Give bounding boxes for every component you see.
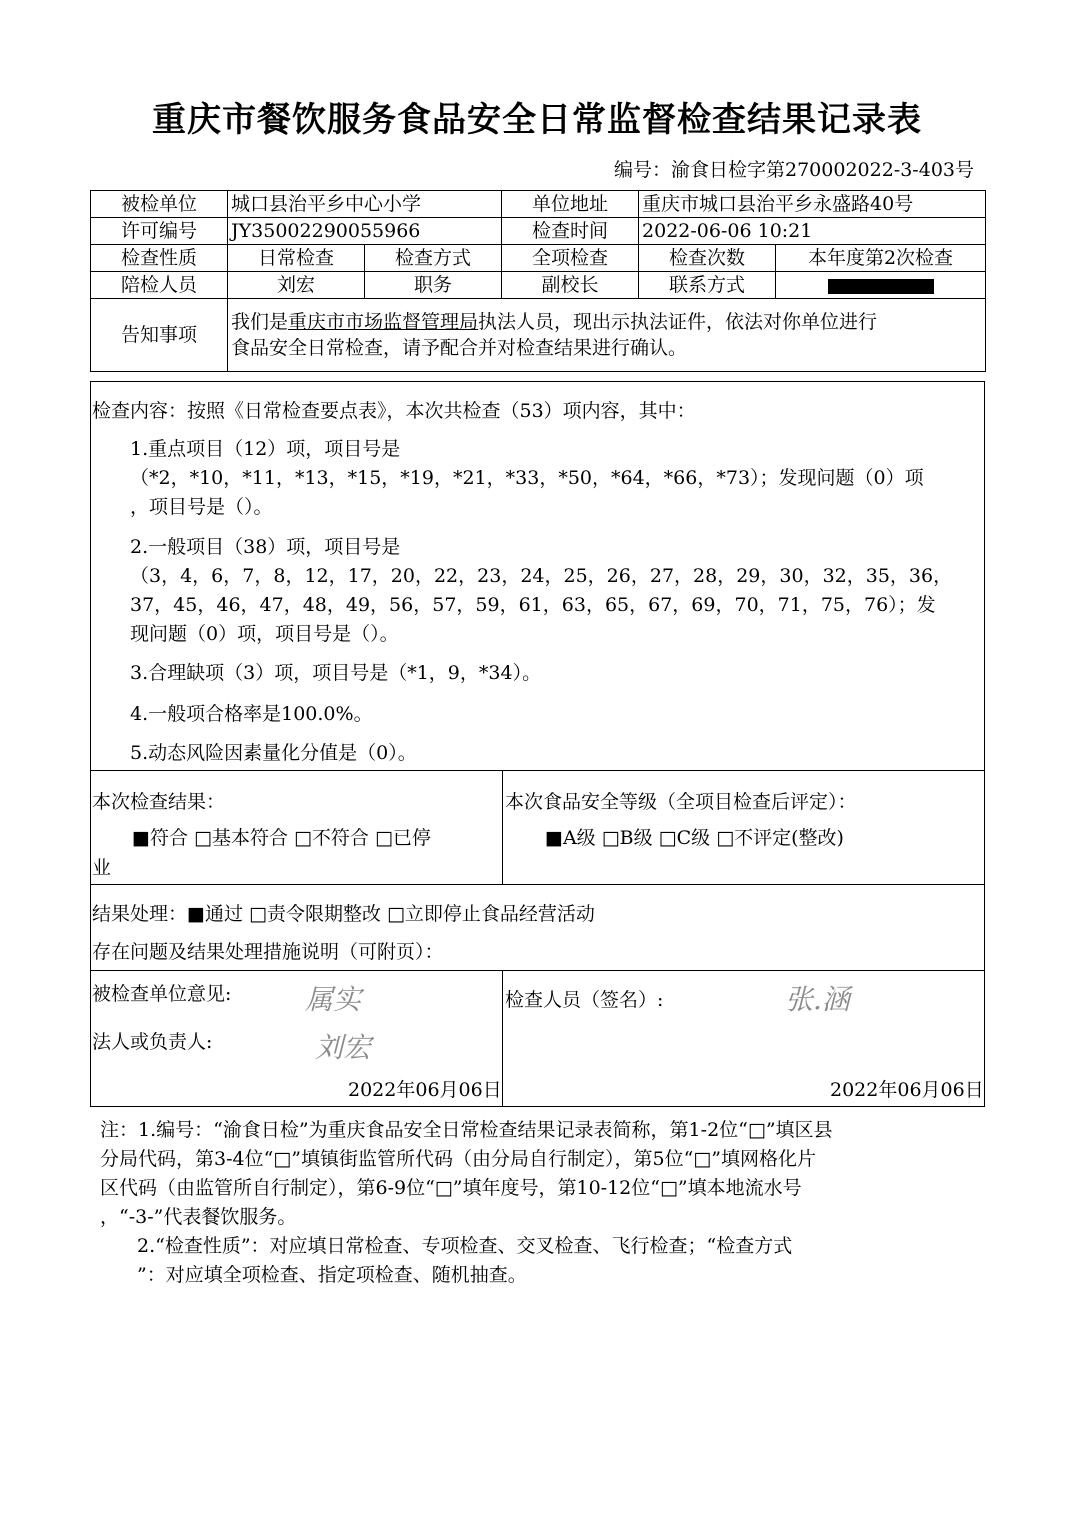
right-date: 2022年06月06日	[830, 1079, 984, 1101]
item2-d: 现问题（0）项，项目号是（）。	[130, 623, 399, 645]
note1-line1: 注：1.编号：“渝食日检”为重庆食品安全日常检查结果记录表简称，第1-2位“□”填区县	[100, 1119, 833, 1141]
item3: 3.合理缺项（3）项，项目号是（*1，9，*34）。	[130, 662, 542, 684]
item1-c: ，项目号是（）。	[130, 496, 273, 518]
legal-person-label: 法人或负责人:	[92, 1031, 213, 1053]
notice-pre: 我们是	[231, 311, 289, 333]
escort-value: 刘宏	[228, 272, 365, 299]
license-value: JY35002290055966	[228, 218, 502, 245]
table-row	[91, 299, 986, 372]
notice-label: 告知事项	[91, 299, 228, 372]
table-row	[91, 272, 986, 299]
method-value: 全项检查	[502, 245, 639, 272]
grade-options: ■A级 □B级 □C级 □不评定(整改)	[545, 827, 844, 849]
handling-notes-label: 存在问题及结果处理措施说明（可附页）：	[92, 941, 444, 963]
note1-line2: 分局代码，第3-4位“□”填镇街监管所代码（由分局自行制定），第5位“□”填网格化片	[100, 1148, 816, 1170]
item5: 5.动态风险因素量化分值是（0）。	[130, 742, 417, 764]
escort-label: 陪检人员	[91, 272, 228, 299]
method-label: 检查方式	[365, 245, 502, 272]
unit-value: 城口县治平乡中心小学	[228, 191, 502, 218]
position-value: 副校长	[502, 272, 639, 299]
address-label: 单位地址	[502, 191, 639, 218]
result-divider	[502, 770, 503, 885]
grade-label: 本次食品安全等级（全项目检查后评定）：	[505, 791, 857, 813]
item2-c: 37，45，46，47，48，49，56，57，59，61，63，65，67，69，70，71，75，76）；发	[130, 594, 936, 616]
item2-b: （3，4，6，7，8，12，17，20，22，23，24，25，26，27，28，29，30，32，35，36，	[130, 565, 953, 587]
result-options: ■符合 □基本符合 □不符合 □已停	[132, 827, 431, 849]
content-intro: 检查内容：按照《日常检查要点表》，本次共检查（53）项内容，其中：	[92, 400, 696, 422]
info-table	[90, 190, 986, 372]
inspector-label: 检查人员（签名）:	[505, 989, 664, 1011]
notice-text	[228, 299, 986, 372]
result-options-wrap: 业	[92, 857, 112, 879]
item4: 4.一般项合格率是100.0%。	[130, 703, 373, 725]
signature-divider	[502, 970, 503, 1107]
item2-a: 2.一般项目（38）项，项目号是	[130, 536, 401, 558]
note2-line1: 2.“检查性质”：对应填日常检查、专项检查、交叉检查、飞行检查；“检查方式	[137, 1235, 793, 1257]
item1-b: （*2，*10，*11，*13，*15，*19，*21，*33，*50，*64，*66，*73）；发现问题（0）项	[130, 467, 924, 489]
table-row	[91, 245, 986, 272]
table-row	[91, 191, 986, 218]
note1-line4: ，“-3-”代表餐饮服务。	[100, 1206, 297, 1228]
notice-line2: 食品安全日常检查，请予配合并对检查结果进行确认。	[231, 337, 688, 359]
contact-value	[776, 272, 986, 299]
time-label: 检查时间	[502, 218, 639, 245]
unit-label: 被检单位	[91, 191, 228, 218]
table-row	[91, 218, 986, 245]
address-value: 重庆市城口县治平乡永盛路40号	[639, 191, 986, 218]
redaction-block	[828, 279, 934, 294]
nature-label: 检查性质	[91, 245, 228, 272]
item1-a: 1.重点项目（12）项，项目号是	[130, 438, 401, 460]
result-label: 本次检查结果：	[92, 791, 226, 813]
position-label: 职务	[365, 272, 502, 299]
left-date: 2022年06月06日	[348, 1079, 502, 1101]
notice-post: 执法人员，现出示执法证件，依法对你单位进行	[478, 311, 878, 333]
unit-opinion-label: 被检查单位意见:	[92, 983, 232, 1005]
note1-line3: 区代码（由监管所自行制定），第6-9位“□”填年度号，第10-12位“□”填本地流水号	[100, 1177, 802, 1199]
license-label: 许可编号	[91, 218, 228, 245]
inspector-signature: 张.涵	[785, 983, 850, 1016]
handling-result: 结果处理：■通过 □责令限期整改 □立即停止食品经营活动	[92, 903, 595, 925]
time-value: 2022-06-06 10:21	[639, 218, 986, 245]
legal-person-signature: 刘宏	[315, 1031, 372, 1064]
count-value: 本年度第2次检查	[776, 245, 986, 272]
count-label: 检查次数	[639, 245, 776, 272]
unit-opinion-signature: 属实	[305, 983, 362, 1016]
notice-agency: 重庆市市场监督管理局	[288, 311, 479, 333]
page-title: 重庆市餐饮服务食品安全日常监督检查结果记录表	[152, 100, 922, 140]
contact-label: 联系方式	[639, 272, 776, 299]
document-number: 编号：渝食日检字第270002022-3-403号	[614, 159, 974, 181]
nature-value: 日常检查	[228, 245, 365, 272]
note2-line2: ”：对应填全项检查、指定项检查、随机抽查。	[137, 1264, 527, 1286]
